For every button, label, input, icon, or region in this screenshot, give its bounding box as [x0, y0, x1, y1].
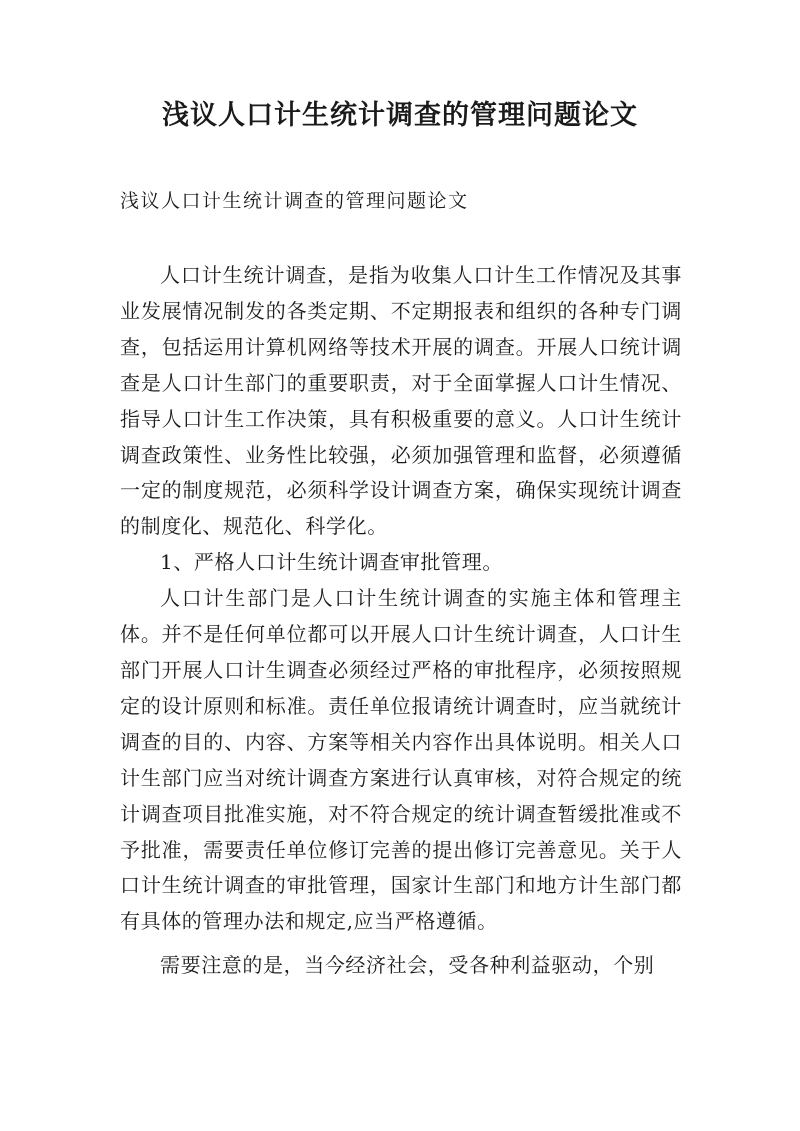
- paragraph-approval: 人口计生部门是人口计生统计调查的实施主体和管理主体。并不是任何单位都可以开展人口计生统计调查，人口计生部门开展人口计生调查必须经过严格的审批程序，必须按照规定的设计原则和标准。责任单位报请统计调查时，应当就统计调查的目的、内容、方案等相关内容作出具体说明。相关人口计生部门应当对统计调查方案进行认真审核，对符合规定的统计调查项目批准实施，对不符合规定的统计调查暂缓批准或不予批准，需要责任单位修订完善的提出修订完善意见。关于人口计生统计调查的审批管理，国家计生部门和地方计生部门都有具体的管理办法和规定,应当严格遵循。: [120, 586, 682, 934]
- paragraph-note: 需要注意的是，当今经济社会，受各种利益驱动，个别: [160, 953, 655, 978]
- paragraph-intro: 人口计生统计调查，是指为收集人口计生工作情况及其事业发展情况制发的各类定期、不定期报表和组织的各种专门调查，包括运用计算机网络等技术开展的调查。开展人口统计调查是人口计生部门的重要职责，对于全面掌握人口计生情况、指导人口计生工作决策，具有积极重要的意义。人口计生统计调查政策性、业务性比较强，必须加强管理和监督，必须遵循一定的制度规范，必须科学设计调查方案，确保实现统计调查的制度化、规范化、科学化。: [120, 263, 682, 539]
- document-body: [120, 258, 682, 984]
- document-title: 浅议人口计生统计调查的管理问题论文: [162, 100, 638, 131]
- section-heading-1: 1、严格人口计生统计调查审批管理。: [160, 550, 503, 575]
- document-subtitle: 浅议人口计生统计调查的管理问题论文: [120, 190, 469, 212]
- paragraph-gap: [120, 940, 682, 948]
